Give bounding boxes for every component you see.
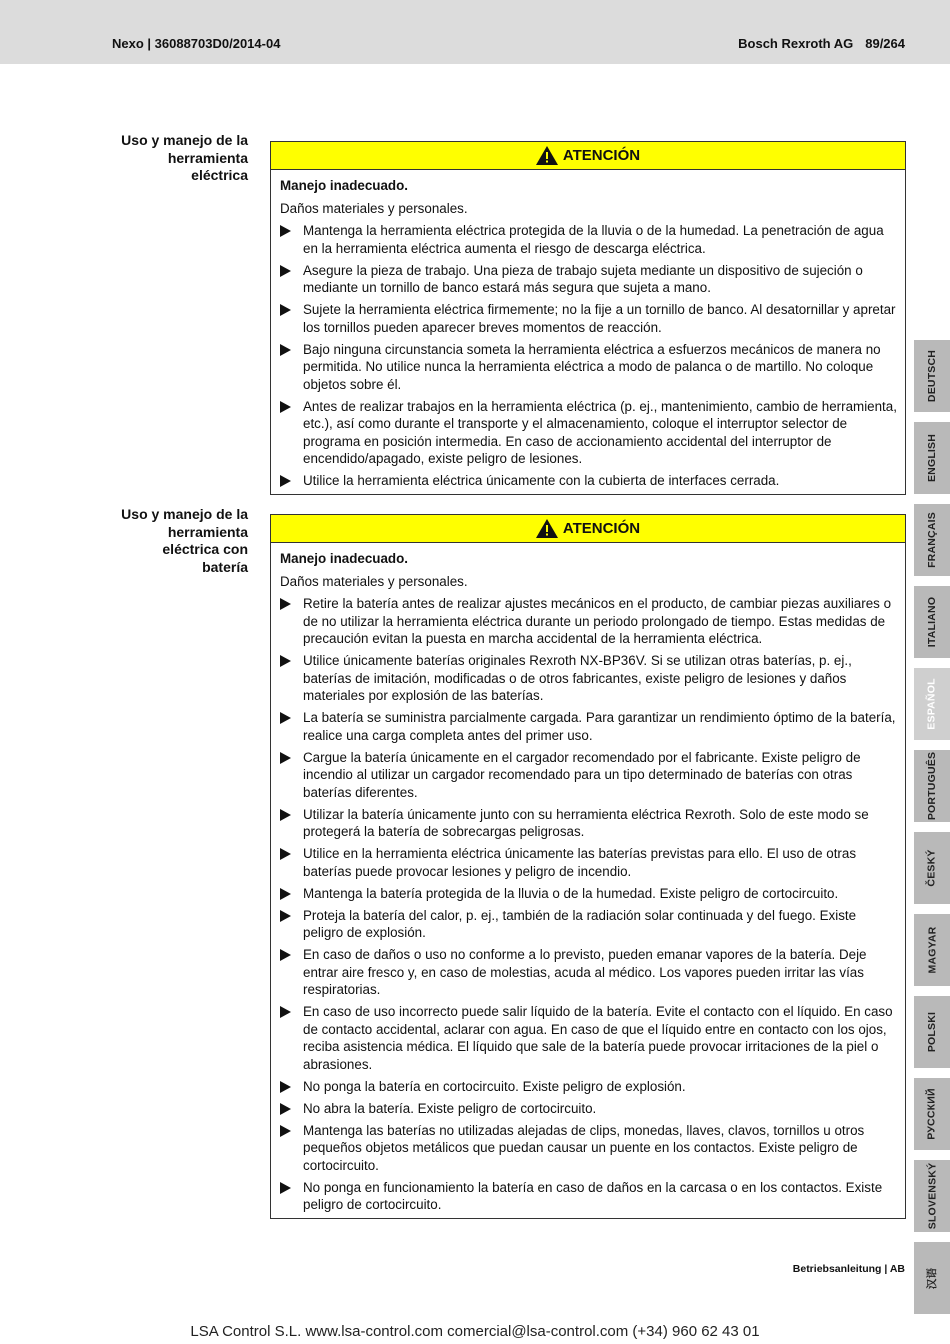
language-tab-russian[interactable]: РУССКИЙ [914,1078,950,1150]
arrow-bullet-icon [280,910,291,922]
list-item: Sujete la herramienta eléctrica firmemente; no la fije a un tornillo de banco. Al desatornillar y apretar los tornillos pueden aparecer breves momentos de reacción. [280,301,897,336]
list-item: Bajo ninguna circunstancia someta la herramienta eléctrica a esfuerzos mecánicos de manera no permitida. No utilice nunca la herramienta eléctrica a modo de palanca o de martillo. No coloque objetos sobre él. [280,341,897,394]
warning-box [270,141,906,495]
arrow-bullet-icon [280,1081,291,1093]
warning-triangle-icon [536,146,558,165]
instruction-list [280,595,897,1214]
section-label: Uso y manejo de la herramienta eléctrica con batería [121,506,248,575]
language-tab-slovensky[interactable]: SLOVENSKÝ [914,1160,950,1232]
list-item: No ponga en funcionamiento la batería en caso de daños en la carcasa o en los contactos. Existe peligro de cortocircuito. [280,1179,897,1214]
list-item: En caso de uso incorrecto puede salir líquido de la batería. Evite el contacto con el líquido. En caso de contacto accidental, aclarar con agua. En caso de que el líquido entre en contacto con los ojos, reciba asistencia médica. El líquido que sale de la batería puede provocar irritaciones de la piel o abrasiones. [280,1003,897,1073]
arrow-bullet-icon [280,1103,291,1115]
warning-header [271,515,905,543]
arrow-bullet-icon [280,1182,291,1194]
list-item: Asegure la pieza de trabajo. Una pieza de trabajo sujeta mediante un dispositivo de sujeción o mediante un tornillo de banco estará más segura que sujeta a mano. [280,262,897,297]
warning-body [271,543,905,1214]
list-item: Proteja la batería del calor, p. ej., también de la radiación solar continuada y del fuego. Existe peligro de explosión. [280,907,897,942]
language-tab-chinese[interactable]: 汉语 [914,1242,950,1314]
warning-title: Manejo inadecuado. [280,178,408,193]
language-tab-english[interactable]: ENGLISH [914,422,950,494]
page-header [0,0,950,64]
page-number: 89/264 [865,36,905,51]
language-tab-magyar[interactable]: MAGYAR [914,914,950,986]
arrow-bullet-icon [280,949,291,961]
arrow-bullet-icon [280,304,291,316]
arrow-bullet-icon [280,598,291,610]
warning-heading: ATENCIÓN [562,147,641,164]
arrow-bullet-icon [280,712,291,724]
company-name: Bosch Rexroth AG [738,36,854,51]
arrow-bullet-icon [280,475,291,487]
arrow-bullet-icon [280,888,291,900]
arrow-bullet-icon [280,401,291,413]
language-tab-polski[interactable]: POLSKI [914,996,950,1068]
language-tab-italiano[interactable]: ITALIANO [914,586,950,658]
list-item: En caso de daños o uso no conforme a lo previsto, pueden emanar vapores de la batería. Deje entrar aire fresco y, en caso de molestias, acuda al médico. Los vapores pueden irritar las vías respiratorias. [280,946,897,999]
warning-box [270,514,906,1219]
warning-triangle-icon [536,519,558,538]
warning-title: Manejo inadecuado. [280,551,408,566]
warning-subtitle: Daños materiales y personales. [280,200,468,216]
language-tab-cesky[interactable]: ČESKÝ [914,832,950,904]
list-item: Utilizar la batería únicamente junto con su herramienta eléctrica Rexroth. Solo de este modo se protegerá la batería de sobrecargas peligrosas. [280,806,897,841]
arrow-bullet-icon [280,1125,291,1137]
language-tab-espanol[interactable]: ESPAÑOL [914,668,950,740]
list-item: Mantenga la batería protegida de la lluvia o de la humedad. Existe peligro de cortocircuito. [280,885,897,903]
list-item: Utilice la herramienta eléctrica únicamente con la cubierta de interfaces cerrada. [280,472,897,490]
arrow-bullet-icon [280,1006,291,1018]
arrow-bullet-icon [280,344,291,356]
contact-footer: LSA Control S.L. www.lsa-control.com comercial@lsa-control.com (+34) 960 62 43 01 [190,1323,760,1340]
language-tab-deutsch[interactable]: DEUTSCH [914,340,950,412]
list-item: Mantenga las baterías no utilizadas alejadas de clips, monedas, llaves, clavos, tornillos u otros pequeños objetos metálicos que puedan causar un puente en los contactos. Existe peligro de cortocircuito. [280,1122,897,1175]
list-item: No abra la batería. Existe peligro de cortocircuito. [280,1100,897,1118]
language-tab-portugues[interactable]: PORTUGUÊS [914,750,950,822]
list-item: Antes de realizar trabajos en la herramienta eléctrica (p. ej., mantenimiento, cambio de herramienta, etc.), así como durante el transporte y el almacenamiento, coloque el interruptor selector de programa en posición intermedia. En caso de accionamiento accidental del interruptor de encendido/apagado, existe peligro de lesiones. [280,398,897,468]
warning-body [271,170,905,490]
arrow-bullet-icon [280,809,291,821]
list-item: Utilice en la herramienta eléctrica únicamente las baterías previstas para ello. El uso de otras baterías puede provocar lesiones y peligro de incendio. [280,845,897,880]
warning-heading: ATENCIÓN [562,520,641,537]
arrow-bullet-icon [280,225,291,237]
list-item: Cargue la batería únicamente en el cargador recomendado por el fabricante. Existe peligro de incendio al utilizar un cargador recomendado para un tipo determinado de baterías con otras baterías diferentes. [280,749,897,802]
warning-header [271,142,905,170]
language-tab-francais[interactable]: FRANÇAIS [914,504,950,576]
document-id: Nexo | 36088703D0/2014-04 [112,36,281,51]
list-item: Retire la batería antes de realizar ajustes mecánicos en el producto, de cambiar piezas auxiliares o de no utilizar la herramienta eléctrica durante un periodo prolongado de tiempo. Estas medidas de precaución evitan la puesta en marcha accidental de la herramienta eléctrica. [280,595,897,648]
arrow-bullet-icon [280,848,291,860]
list-item: Utilice únicamente baterías originales Rexroth NX-BP36V. Si se utilizan otras baterías, p. ej., baterías de imitación, modificadas o de otros fabricantes, existe peligro de lesiones y daños materiales por explosión de las baterías. [280,652,897,705]
list-item: Mantenga la herramienta eléctrica protegida de la lluvia o de la humedad. La penetración de agua en la herramienta eléctrica aumenta el riesgo de descarga eléctrica. [280,222,897,257]
list-item: No ponga la batería en cortocircuito. Existe peligro de explosión. [280,1078,897,1096]
arrow-bullet-icon [280,752,291,764]
instruction-list [280,222,897,490]
list-item: La batería se suministra parcialmente cargada. Para garantizar un rendimiento óptimo de la batería, realice una carga completa antes del primer uso. [280,709,897,744]
manual-footer: Betriebsanleitung | AB [792,1263,905,1275]
section-label: Uso y manejo de la herramienta eléctrica [121,132,248,183]
header-right [738,36,905,51]
warning-subtitle: Daños materiales y personales. [280,573,468,589]
arrow-bullet-icon [280,265,291,277]
arrow-bullet-icon [280,655,291,667]
